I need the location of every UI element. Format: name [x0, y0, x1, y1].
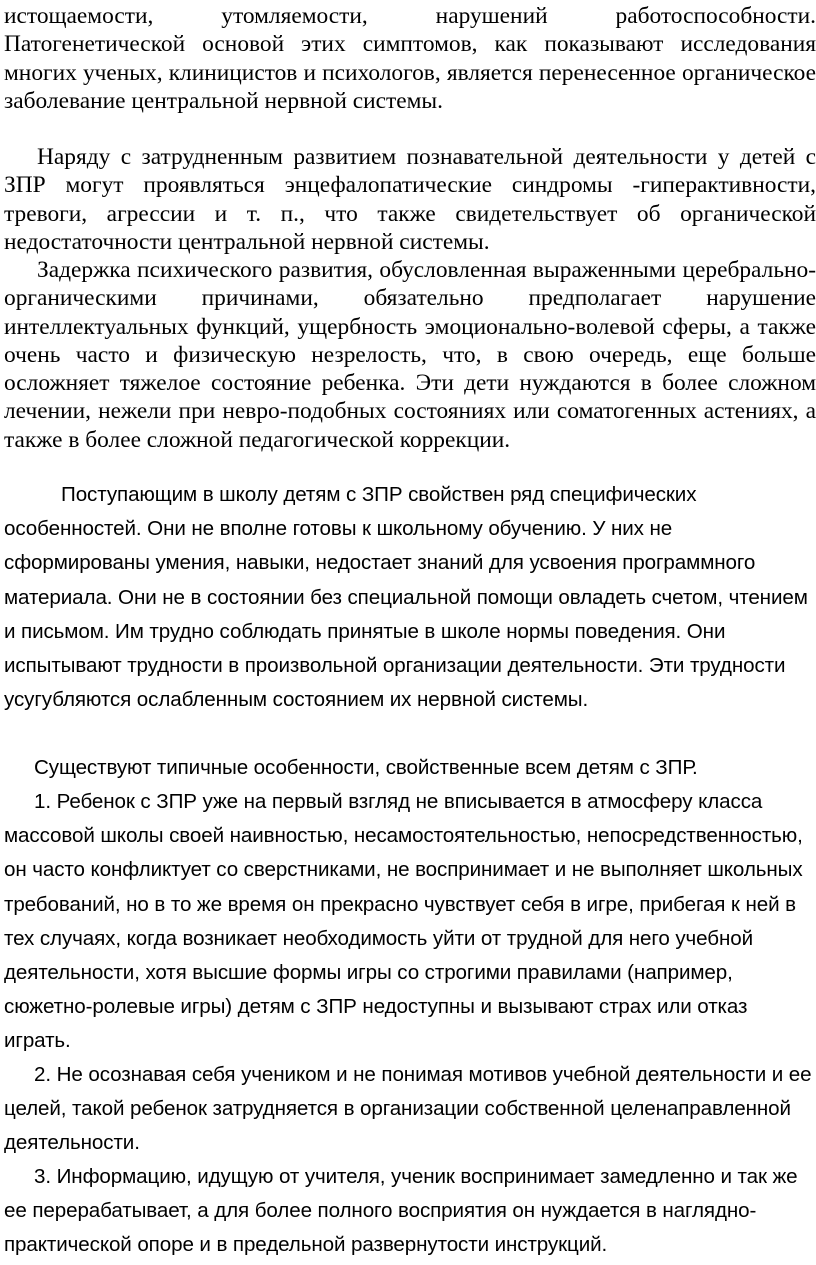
paragraph-encephalopathic-syndromes: Наряду с затрудненным развитием познавательной деятельности у детей с ЗПР могут проявляться энцефалопатические синдромы -гиперактивности, тревоги, агрессии и т. п., что также свидетельствует об органической недостаточности центральной нервной системы.	[4, 144, 816, 255]
paragraph-typical-features-intro: Существуют типичные особенности, свойственные всем детям с ЗПР.	[34, 756, 698, 779]
list-item-2: 2. Не осознавая себя учеником и не понимая мотивов учебной деятельности и ее целей, такой ребенок затрудняется в организации собственной целенаправленной деятельности.	[4, 1063, 812, 1155]
list-item-3: 3. Информацию, идущую от учителя, ученик воспринимает замедленно и так же ее перерабатывает, а для более полного восприятия он нуждается в наглядно-практической опоре и в предельной развернутости инструкций.	[4, 1165, 798, 1257]
paragraph-school-entry-features: Поступающим в школу детям с ЗПР свойствен ряд специфических особенностей. Они не вполне готовы к школьному обучению. У них не сформированы умения, навыки, недостает знаний для усвоения программного материала. Они не в состоянии без специальной помощи овладеть счетом, чтением и письмом. Им трудно соблюдать принятые в школе нормы поведения. Они испытывают трудности в произвольной организации деятельности. Эти трудности усугубляются ослабленным состоянием их нервной системы.	[4, 483, 808, 712]
paragraph-cerebral-organic-causes: Задержка психического развития, обусловленная выраженными церебрально-органическими причинами, обязательно предполагает нарушение интеллектуальных функций, ущербность эмоционально-волевой сферы, а также очень часто и физическую незрелость, что, в свою очередь, еще больше осложняет тяжелое состояние ребенка. Эти дети нуждаются в более сложном лечении, нежели при невро-подобных состояниях или соматогенных астениях, а также в более сложной педагогической коррекции.	[4, 257, 816, 453]
paragraph-asthenia-continuation: истощаемости, утомляемости, нарушений работоспособности. Патогенетической основой этих симптомов, как показывают исследования многих ученых, клиницистов и психологов, является перенесенное органическое заболевание центральной нервной системы.	[4, 3, 816, 114]
list-item-1: 1. Ребенок с ЗПР уже на первый взгляд не вписывается в атмосферу класса массовой школы своей наивностью, несамостоятельностью, непосредственностью, он часто конфликтует со сверстниками, не воспринимает и не выполняет школьных требований, но в то же время он прекрасно чувствует себя в игре, прибегая к ней в тех случаях, когда возникает необходимость уйти от трудной для него учебной деятельности, хотя высшие формы игры со строгими правилами (например, сюжетно-ролевые игры) детям с ЗПР недоступны и вызывают страх или отказ играть.	[4, 790, 803, 1053]
